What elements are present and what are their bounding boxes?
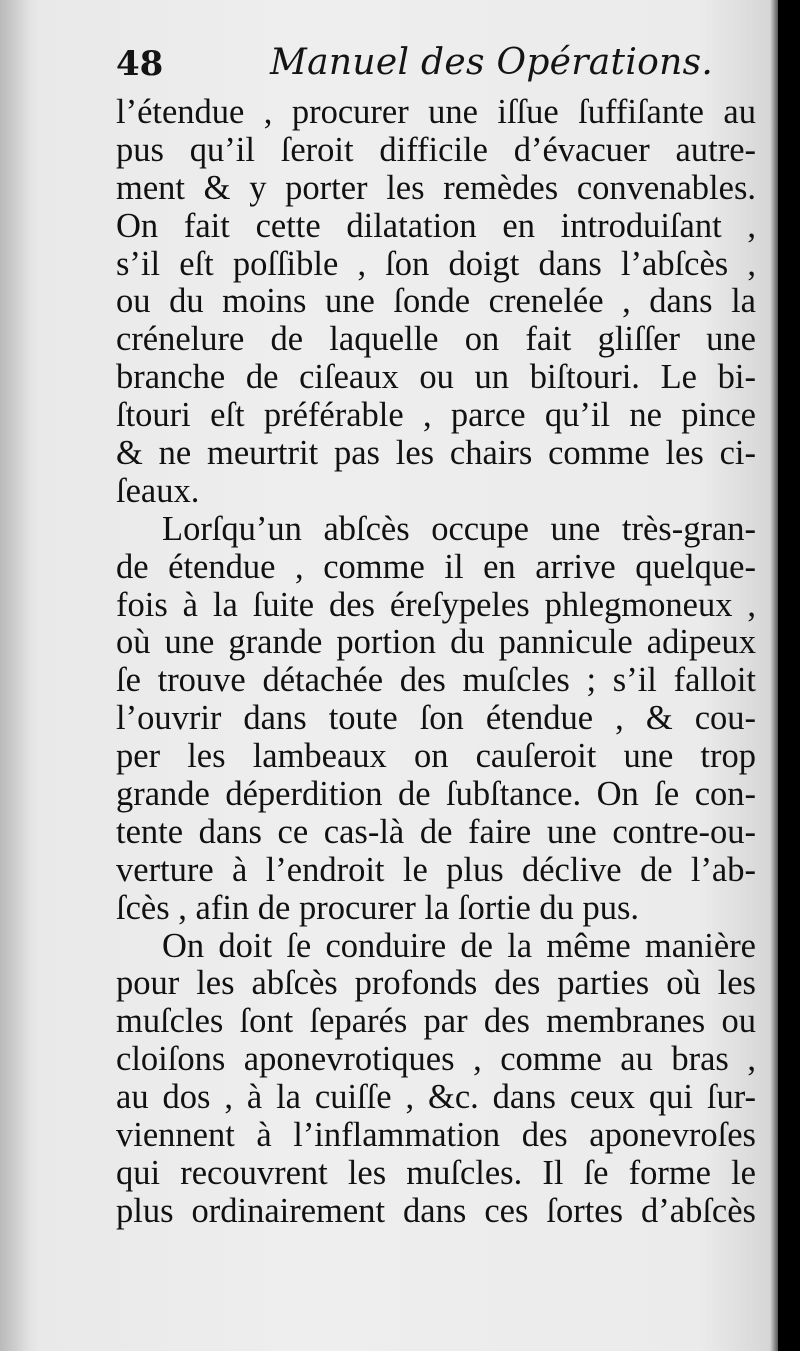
text-line: ment & y porter les remèdes convenables. [116, 168, 756, 207]
text-line: l’étendue , procurer une iſſue ſuffiſante au [116, 93, 756, 131]
text-line: Lorſqu’un abſcès occupe une très-gran- [162, 509, 756, 548]
text-line: crénelure de laquelle on fait gliſſer une [116, 320, 756, 359]
text-line: plus ordinairement dans ces ſortes d’abſcès [116, 1191, 756, 1230]
text-line: ſcès , afin de procurer la ſortie du pus. [116, 888, 640, 927]
text-line: au dos , à la cuiſſe , &c. dans ceux qui ſur- [116, 1078, 756, 1117]
text-line: per les lambeaux on cauſeroit une trop [116, 737, 756, 776]
page-header [116, 38, 756, 94]
text-line: cloiſons aponevrotiques , comme au bras , [116, 1040, 756, 1079]
spine-shadow [0, 0, 30, 1351]
body-text [116, 94, 756, 1231]
text-line: muſcles ſont ſeparés par des membranes ou [116, 1002, 756, 1041]
text-line: On doit ſe conduire de la même manière [162, 926, 756, 965]
text-line: & ne meurtrit pas les chairs comme les ci- [116, 434, 756, 473]
text-line: grande déperdition de ſubſtance. On ſe con- [116, 775, 756, 814]
text-line: fois à la ſuite des éreſypeles phlegmoneux , [116, 585, 756, 624]
page-number: 48 [116, 44, 164, 84]
text-line: tente dans ce cas-là de faire une contre-ou- [116, 812, 756, 851]
running-title: Manuel des Opérations. [270, 42, 714, 83]
text-line: On fait cette dilatation en introduiſant , [116, 206, 756, 245]
text-line: où une grande portion du pannicule adipeux [116, 623, 756, 662]
text-line: verture à l’endroit le plus déclive de l’ab- [116, 850, 756, 889]
text-line: ſe trouve détachée des muſcles ; s’il falloit [116, 661, 756, 700]
text-line: l’ouvrir dans toute ſon étendue , & cou- [116, 699, 756, 738]
text-line: pus qu’il ſeroit difficile d’évacuer autre- [116, 130, 756, 169]
text-line: ſeaux. [116, 471, 200, 510]
text-line: s’il eſt poſſible , ſon doigt dans l’abſcès , [116, 244, 756, 283]
text-line: viennent à l’inflammation des aponevroſes [116, 1116, 756, 1155]
text-line: de étendue , comme il en arrive quelque- [116, 547, 756, 586]
text-line: ſtouri eſt préférable , parce qu’il ne pince [116, 396, 756, 435]
text-line: pour les abſcès profonds des parties où les [116, 964, 756, 1003]
text-line: qui recouvrent les muſcles. Il ſe forme le [116, 1153, 756, 1192]
text-line: branche de ciſeaux ou un biſtouri. Le bi- [116, 358, 756, 397]
scan-edge [778, 0, 800, 1351]
text-line: ou du moins une ſonde crenelée , dans la [116, 282, 756, 321]
